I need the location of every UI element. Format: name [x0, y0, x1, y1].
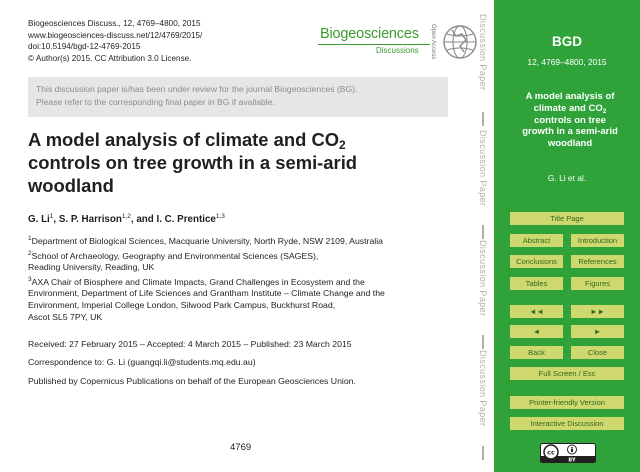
cc-badge-text: cc — [547, 448, 555, 457]
sidebar-title-line: growth in a semi-arid — [522, 126, 618, 138]
separator-label: Discussion Paper — [478, 240, 488, 317]
introduction-button[interactable]: Introduction — [571, 234, 624, 247]
figures-button[interactable]: Figures — [571, 277, 624, 290]
previous-page-button[interactable] — [510, 325, 563, 338]
last-page-icon: ►► — [590, 307, 605, 316]
sidebar-title-subscript: 2 — [602, 107, 607, 115]
affiliation-text: Environment, Department of Life Sciences and Grantham Institute – Climate Change and the — [28, 288, 385, 299]
title-part-3: woodland — [28, 175, 114, 196]
interactive-discussion-button[interactable]: Interactive Discussion — [510, 417, 624, 430]
sidebar-title-line: A model analysis of — [525, 91, 615, 102]
affiliation-number: 3 — [28, 275, 32, 283]
cc-by-license-badge[interactable] — [540, 443, 596, 463]
affiliation-item — [28, 236, 468, 248]
publication-dates: Received: 27 February 2015 – Accepted: 4 March 2015 – Published: 23 March 2015 — [28, 339, 352, 349]
sidebar-authors: G. Li et al. — [547, 173, 587, 183]
affiliation-number: 1 — [28, 235, 32, 242]
title-part-2: controls on tree growth in a semi-arid — [28, 152, 358, 173]
citation-header — [28, 18, 202, 64]
close-button[interactable]: Close — [571, 346, 624, 359]
title-part-1: A model analysis of climate and CO — [28, 129, 340, 150]
first-page-button[interactable] — [510, 305, 563, 318]
separator-label: Discussion Paper — [478, 14, 488, 91]
author-affil-mark: 1,2 — [121, 213, 131, 220]
title-page-button[interactable]: Title Page — [510, 212, 624, 225]
references-button[interactable]: References — [571, 255, 624, 268]
notice-line-1: This discussion paper is/has been under review for the journal Biogeosciences (BG). — [36, 84, 358, 94]
affiliation-item — [28, 277, 468, 323]
navigation-sidebar — [494, 0, 640, 472]
affiliation-text: School of Archaeology, Geography and Environmental Sciences (SAGES), — [31, 250, 319, 261]
author-name: I. C. Prentice — [156, 214, 216, 225]
tables-button[interactable]: Tables — [510, 277, 563, 290]
citation-url[interactable]: www.biogeosciences-discuss.net/12/4769/2015/ — [28, 30, 203, 40]
affiliation-text: Department of Biological Sciences, Macquarie University, North Ryde, NSW 2109, Australia — [31, 236, 383, 246]
paper-title — [28, 128, 448, 197]
logo-subtitle: Discussions — [376, 46, 419, 55]
separator-label: Discussion Paper — [478, 130, 488, 207]
review-notice — [28, 77, 448, 117]
author-name: S. P. Harrison — [58, 214, 122, 225]
affiliation-item — [28, 251, 468, 274]
affiliation-number: 2 — [28, 249, 32, 257]
sidebar-title-line: climate and CO — [533, 102, 603, 114]
publisher-line: Published by Copernicus Publications on behalf of the European Geosciences Union. — [28, 376, 356, 386]
notice-line-2: Please refer to the corresponding final paper in BG if available. — [36, 97, 275, 107]
next-page-button[interactable] — [571, 325, 624, 338]
affiliation-text: AXA Chair of Biosphere and Climate Impacts, Grand Challenges in Ecosystem and the — [31, 276, 365, 287]
discussion-paper-separator — [474, 0, 494, 472]
title-subscript: 2 — [339, 138, 346, 152]
correspondence-line[interactable]: Correspondence to: G. Li (guangqi.li@students.mq.edu.au) — [28, 357, 256, 367]
separator-bar — [482, 446, 484, 460]
cc-by-text: BY — [568, 457, 576, 463]
journal-abbrev: BGD — [552, 34, 582, 49]
conclusions-button[interactable]: Conclusions — [510, 255, 563, 268]
full-screen-button[interactable]: Full Screen / Esc — [510, 367, 624, 380]
last-page-button[interactable] — [571, 305, 624, 318]
citation-doi[interactable]: doi:10.5194/bgd-12-4769-2015 — [28, 42, 141, 52]
logo-divider — [318, 44, 430, 45]
journal-logo — [316, 10, 476, 66]
first-page-icon: ◄◄ — [529, 307, 544, 316]
separator-bar — [482, 335, 484, 349]
volume-info: 12, 4769–4800, 2015 — [527, 57, 607, 67]
author-conjunction: and — [136, 214, 154, 225]
affiliation-text: Reading University, Reading, UK — [28, 262, 155, 273]
sidebar-title-line: woodland — [547, 138, 593, 150]
sidebar-title — [502, 91, 638, 150]
separator-bar — [482, 225, 484, 239]
back-button[interactable]: Back — [510, 346, 563, 359]
open-access-label: Open Access — [430, 24, 436, 60]
affiliation-text: Ascot SL5 7PY, UK — [28, 311, 103, 322]
separator-bar — [482, 112, 484, 126]
next-page-icon: ► — [593, 327, 602, 336]
citation-line: Biogeosciences Discuss., 12, 4769–4800, 2015 — [28, 19, 201, 28]
author-list: G. Li$^1$, S. P. Harrison$^{1,2}$, and I. C. Prentice$^{1,3}$ — [28, 213, 225, 225]
logo-title: Biogeosciences — [320, 26, 419, 42]
separator-label: Discussion Paper — [478, 350, 488, 427]
author-affil-mark: 1 — [49, 213, 54, 220]
author-name: G. Li — [28, 214, 50, 225]
previous-page-icon: ◄ — [532, 327, 541, 336]
sidebar-title-line: controls on tree — [534, 114, 606, 126]
affiliation-list — [28, 236, 468, 326]
author-affil-mark: 1,3 — [215, 213, 225, 220]
printer-friendly-button[interactable]: Printer-friendly Version — [510, 396, 624, 409]
affiliation-text: Environment, Imperial College London, Silwood Park Campus, Buckhurst Road, — [28, 299, 336, 310]
abstract-button[interactable]: Abstract — [510, 234, 563, 247]
page-number: 4769 — [230, 442, 252, 453]
license-line: © Author(s) 2015. CC Attribution 3.0 License. — [28, 53, 192, 63]
